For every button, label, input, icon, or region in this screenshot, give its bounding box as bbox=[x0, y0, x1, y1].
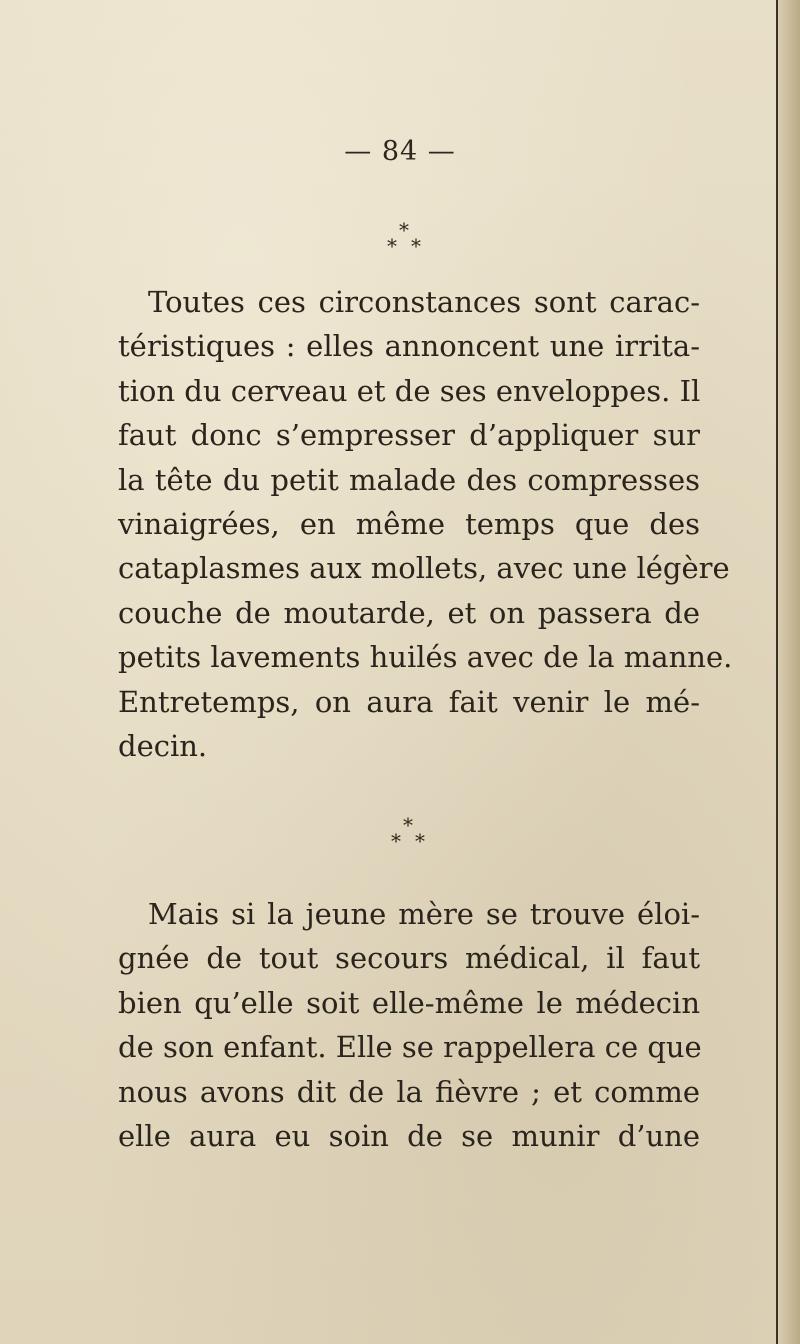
asterism-star-right: * bbox=[411, 234, 421, 258]
asterism-star-left: * bbox=[391, 829, 401, 853]
text-line: Toutes ces circonstances sont carac- bbox=[148, 285, 700, 319]
text-line: couche de moutarde, et on passera de bbox=[118, 595, 700, 630]
text-line: cataplasmes aux mollets, avec une légère bbox=[118, 551, 730, 586]
text-line: gnée de tout secours médical, il faut bbox=[118, 941, 700, 976]
text-line: faut donc s’empresser d’appliquer sur bbox=[118, 418, 700, 453]
text-line: petits lavements huilés avec de la manne. bbox=[118, 640, 733, 675]
page-number: — 84 — bbox=[344, 136, 456, 167]
text-line: Entretemps, on aura fait venir le mé- bbox=[118, 684, 700, 719]
asterism-divider bbox=[0, 815, 800, 855]
text-line: nous avons dit de la fièvre ; et comme bbox=[118, 1074, 700, 1109]
asterism-star-top: * bbox=[399, 218, 409, 242]
text-line: elle aura eu soin de se munir d’une bbox=[118, 1118, 700, 1153]
text-line: de son enfant. Elle se rappellera ce que bbox=[118, 1030, 702, 1065]
asterism-divider bbox=[0, 220, 800, 260]
paragraph-2 bbox=[118, 892, 700, 1158]
asterism-star-left: * bbox=[387, 234, 397, 258]
text-line: decin. bbox=[118, 728, 208, 763]
text-line: vinaigrées, en même temps que des bbox=[118, 506, 700, 541]
asterism-star-top: * bbox=[403, 813, 413, 837]
page-edge bbox=[776, 0, 800, 1344]
text-line: tion du cerveau et de ses enveloppes. Il bbox=[118, 373, 701, 408]
paragraph-1 bbox=[118, 280, 733, 768]
text-line: bien qu’elle soit elle-même le médecin bbox=[118, 985, 700, 1020]
text-line: Mais si la jeune mère se trouve éloi- bbox=[148, 897, 700, 931]
text-line: téristiques : elles annoncent une irrita- bbox=[118, 329, 700, 364]
asterism-star-right: * bbox=[415, 829, 425, 853]
text-line: la tête du petit malade des compresses bbox=[118, 462, 700, 497]
